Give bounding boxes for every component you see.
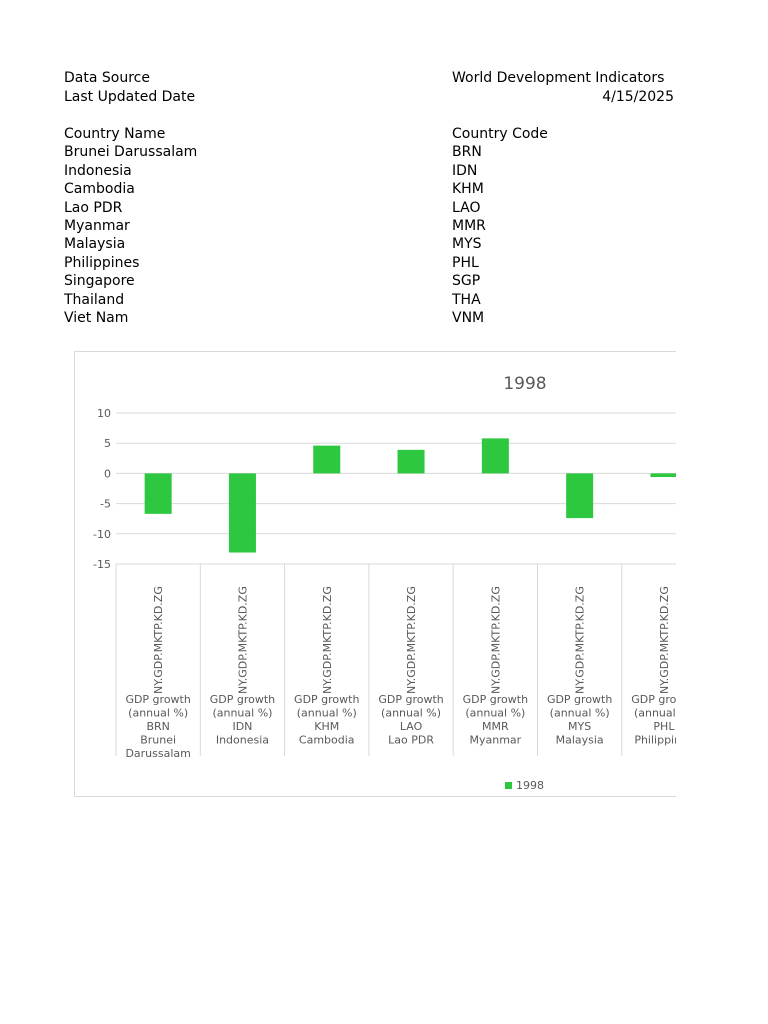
category-label-line: GDP growth [294, 693, 360, 706]
category-code-label: NY.GDP.MKTP.KD.ZG [657, 586, 671, 694]
bar [313, 446, 340, 474]
bar [145, 473, 172, 513]
category-label-line: GDP growth [209, 693, 276, 706]
category-code-label: NY.GDP.MKTP.KD.ZG [405, 586, 419, 694]
table-row [64, 309, 676, 327]
bar [650, 473, 676, 477]
country-name-cell: Brunei Darussalam [64, 144, 198, 160]
table-row [64, 162, 676, 180]
category-label-line: IDN [232, 720, 253, 733]
category-label-line: Indonesia [215, 733, 270, 747]
legend-swatch [505, 782, 512, 789]
country-name-cell: Indonesia [64, 162, 132, 179]
category-label-line: GDP growth [378, 693, 444, 706]
category-label-line: Philippines [634, 733, 694, 747]
category-label-line: (annual %) [296, 706, 357, 720]
country-code-cell: LAO [452, 199, 481, 216]
category-label-line: GDP growth [462, 693, 529, 706]
category-label-line: Cambodia [298, 733, 355, 747]
category-code-label: NY.GDP.MKTP.KD.ZG [152, 586, 166, 694]
country-name-cell: Philippines [64, 254, 140, 271]
legend-label: 1998 [516, 779, 544, 792]
table-row [64, 143, 676, 161]
category-label-line: (annual %) [128, 706, 189, 720]
category-label-line: GDP growth [546, 693, 613, 706]
country-name-cell: Thailand [64, 291, 125, 308]
y-tick-label: 10 [97, 407, 111, 420]
bar [229, 473, 256, 552]
category-code-label: NY.GDP.MKTP.KD.ZG [489, 586, 503, 694]
category-label-line: (annual %) [633, 706, 694, 720]
category-label-line: Myanmar [469, 733, 522, 747]
table-row [64, 235, 676, 253]
country-name-cell: Cambodia [64, 181, 135, 197]
y-tick-label: 5 [104, 437, 111, 451]
country-code-cell: PHL [452, 254, 479, 271]
country-name-cell: Viet Nam [64, 310, 129, 326]
y-tick-label: -10 [93, 527, 111, 541]
table-row [64, 199, 676, 217]
category-label-line: (annual %) [212, 706, 273, 720]
category-label-line: Brunei [140, 733, 177, 747]
country-table-header [64, 125, 676, 143]
country-name-cell: Malaysia [64, 236, 126, 252]
y-tick-label: -5 [100, 497, 111, 511]
country-code-cell: IDN [452, 162, 478, 179]
data-source-row [64, 69, 676, 87]
country-code-cell: BRN [452, 144, 482, 160]
y-tick-label: -15 [93, 558, 111, 571]
gdp-growth-chart [75, 352, 697, 796]
country-name-cell: Singapore [64, 273, 135, 289]
table-row [64, 217, 676, 235]
country-name-header: Country Name [64, 126, 166, 142]
country-name-cell: Myanmar [64, 218, 130, 234]
category-code-label: NY.GDP.MKTP.KD.ZG [320, 586, 334, 694]
last-updated-value: 4/15/2025 [602, 89, 674, 105]
bar [482, 438, 509, 473]
category-label-line: Malaysia [555, 733, 604, 747]
last-updated-label: Last Updated Date [64, 89, 196, 105]
country-code-cell: VNM [452, 310, 485, 326]
category-code-label: NY.GDP.MKTP.KD.ZG [236, 586, 250, 694]
category-label-line: LAO [399, 720, 423, 733]
last-updated-row [64, 88, 676, 106]
table-row [64, 254, 676, 272]
category-label-line: KHM [314, 720, 340, 733]
country-code-cell: MYS [452, 236, 482, 252]
category-label-line: BRN [146, 720, 170, 733]
category-label-line: (annual %) [549, 706, 610, 720]
table-row [64, 180, 676, 198]
category-label-line: GDP growth [631, 693, 697, 706]
category-label-line: MYS [568, 720, 592, 733]
category-label-line: Lao PDR [388, 733, 434, 747]
data-source-label: Data Source [64, 70, 150, 86]
country-code-cell: THA [452, 291, 481, 308]
country-code-header: Country Code [452, 126, 548, 142]
country-code-cell: MMR [452, 218, 486, 234]
table-row [64, 272, 676, 290]
chart-area[interactable] [74, 351, 697, 797]
country-name-cell: Lao PDR [64, 199, 123, 216]
category-code-label: NY.GDP.MKTP.KD.ZG [573, 586, 587, 694]
chart-viewport [74, 351, 697, 797]
bar [566, 473, 593, 518]
chart-title: 1998 [503, 374, 547, 394]
category-label-line: (annual %) [381, 706, 442, 720]
y-tick-label: 0 [104, 467, 111, 481]
category-label-line: (annual %) [465, 706, 526, 720]
category-label-line: PHL [653, 720, 675, 733]
bar [398, 450, 425, 474]
category-label-line: Darussalam [125, 747, 191, 760]
table-row [64, 291, 676, 309]
category-label-line: GDP growth [125, 693, 191, 706]
category-label-line: MMR [482, 720, 509, 733]
data-source-value: World Development Indicators [452, 70, 665, 86]
country-code-cell: KHM [452, 181, 484, 197]
country-code-cell: SGP [452, 273, 481, 289]
